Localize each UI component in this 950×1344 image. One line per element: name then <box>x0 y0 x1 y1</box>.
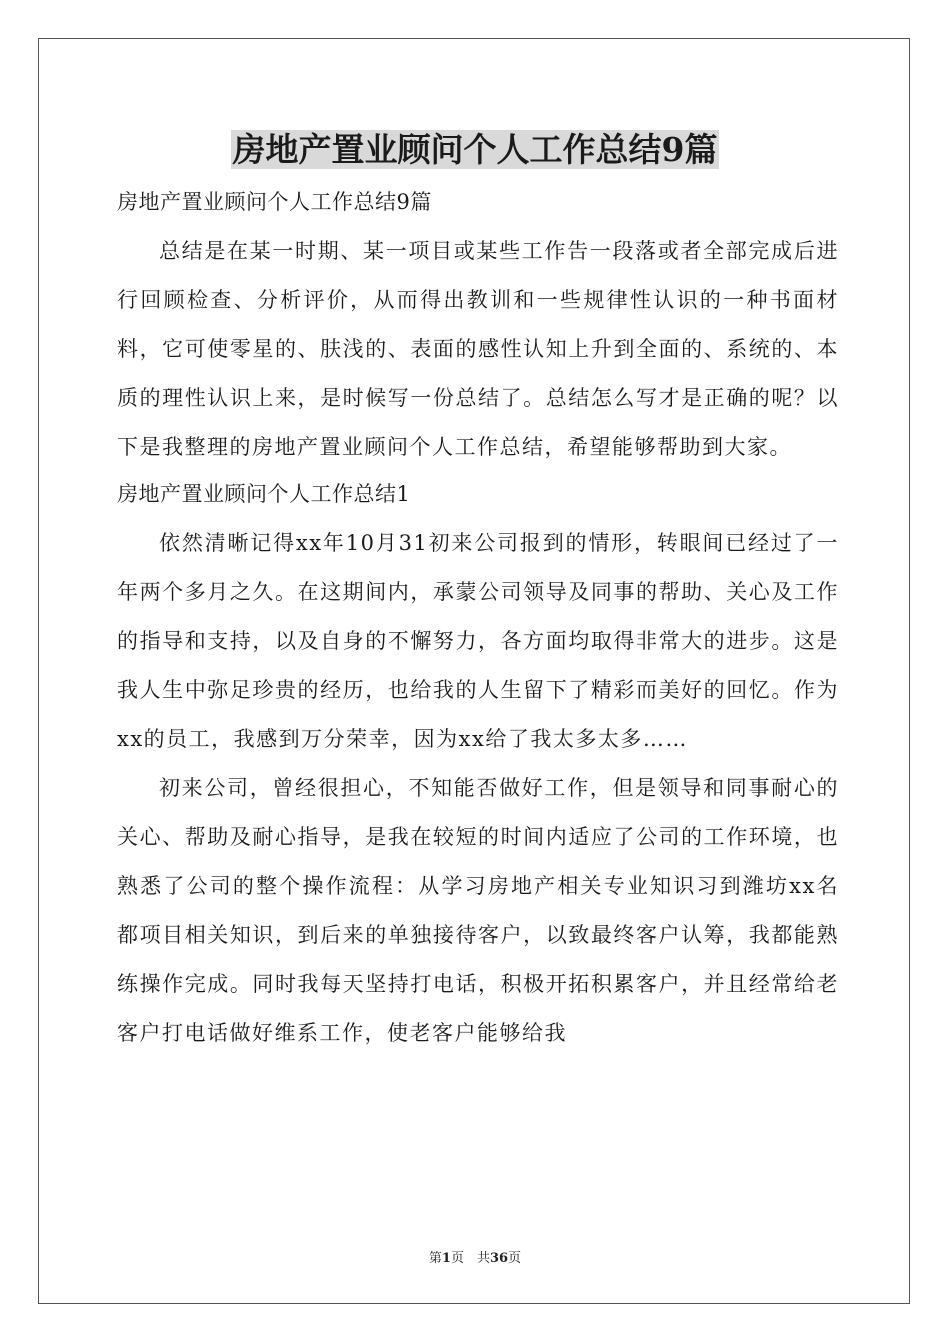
footer-page-current: 1 <box>441 1251 451 1266</box>
footer-mid: 页 共 <box>450 1251 490 1266</box>
footer-prefix: 第 <box>428 1251 442 1266</box>
footer-page-total: 36 <box>489 1251 509 1266</box>
intro-paragraph: 总结是在某一时期、某一项目或某些工作告一段落或者全部完成后进行回顾检查、分析评价，从而得出教训和一些规律性认识的一种书面材料，它可使零星的、肤浅的、表面的感性认知上升到全面的、系统的、本质的理性认识上来，是时候写一份总结了。总结怎么写才是正确的呢？以下是我整理的房地产置业顾问个人工作总结，希望能够帮助到大家。 <box>117 239 839 459</box>
document-subtitle: 房地产置业顾问个人工作总结9篇 <box>117 190 432 214</box>
page-footer <box>0 1247 950 1266</box>
section1-paragraph-2: 初来公司，曾经很担心，不知能否做好工作，但是领导和同事耐心的关心、帮助及耐心指导，是我在较短的时间内适应了公司的工作环境，也熟悉了公司的整个操作流程：从学习房地产相关专业知识习到潍坊xx名都项目相关知识，到后来的单独接待客户，以致最终客户认筹，我都能熟练操作完成。同时我每天坚持打电话，积极开拓积累客户，并且经常给老客户打电话做好维系工作，使老客户能够给我 <box>117 776 839 1045</box>
document-title <box>0 126 950 174</box>
document-title-text: 房地产置业顾问个人工作总结9篇 <box>232 130 718 169</box>
section-heading-1: 房地产置业顾问个人工作总结1 <box>117 482 411 506</box>
footer-suffix: 页 <box>508 1251 522 1266</box>
document-body <box>117 180 839 1058</box>
section1-paragraph-1: 依然清晰记得xx年10月31初来公司报到的情形，转眼间已经过了一年两个多月之久。在这期间内，承蒙公司领导及同事的帮助、关心及工作的指导和支持，以及自身的不懈努力，各方面均取得非常大的进步。这是我人生中弥足珍贵的经历，也给我的人生留下了精彩而美好的回忆。作为xx的员工，我感到万分荣幸，因为xx给了我太多太多…… <box>117 531 839 751</box>
